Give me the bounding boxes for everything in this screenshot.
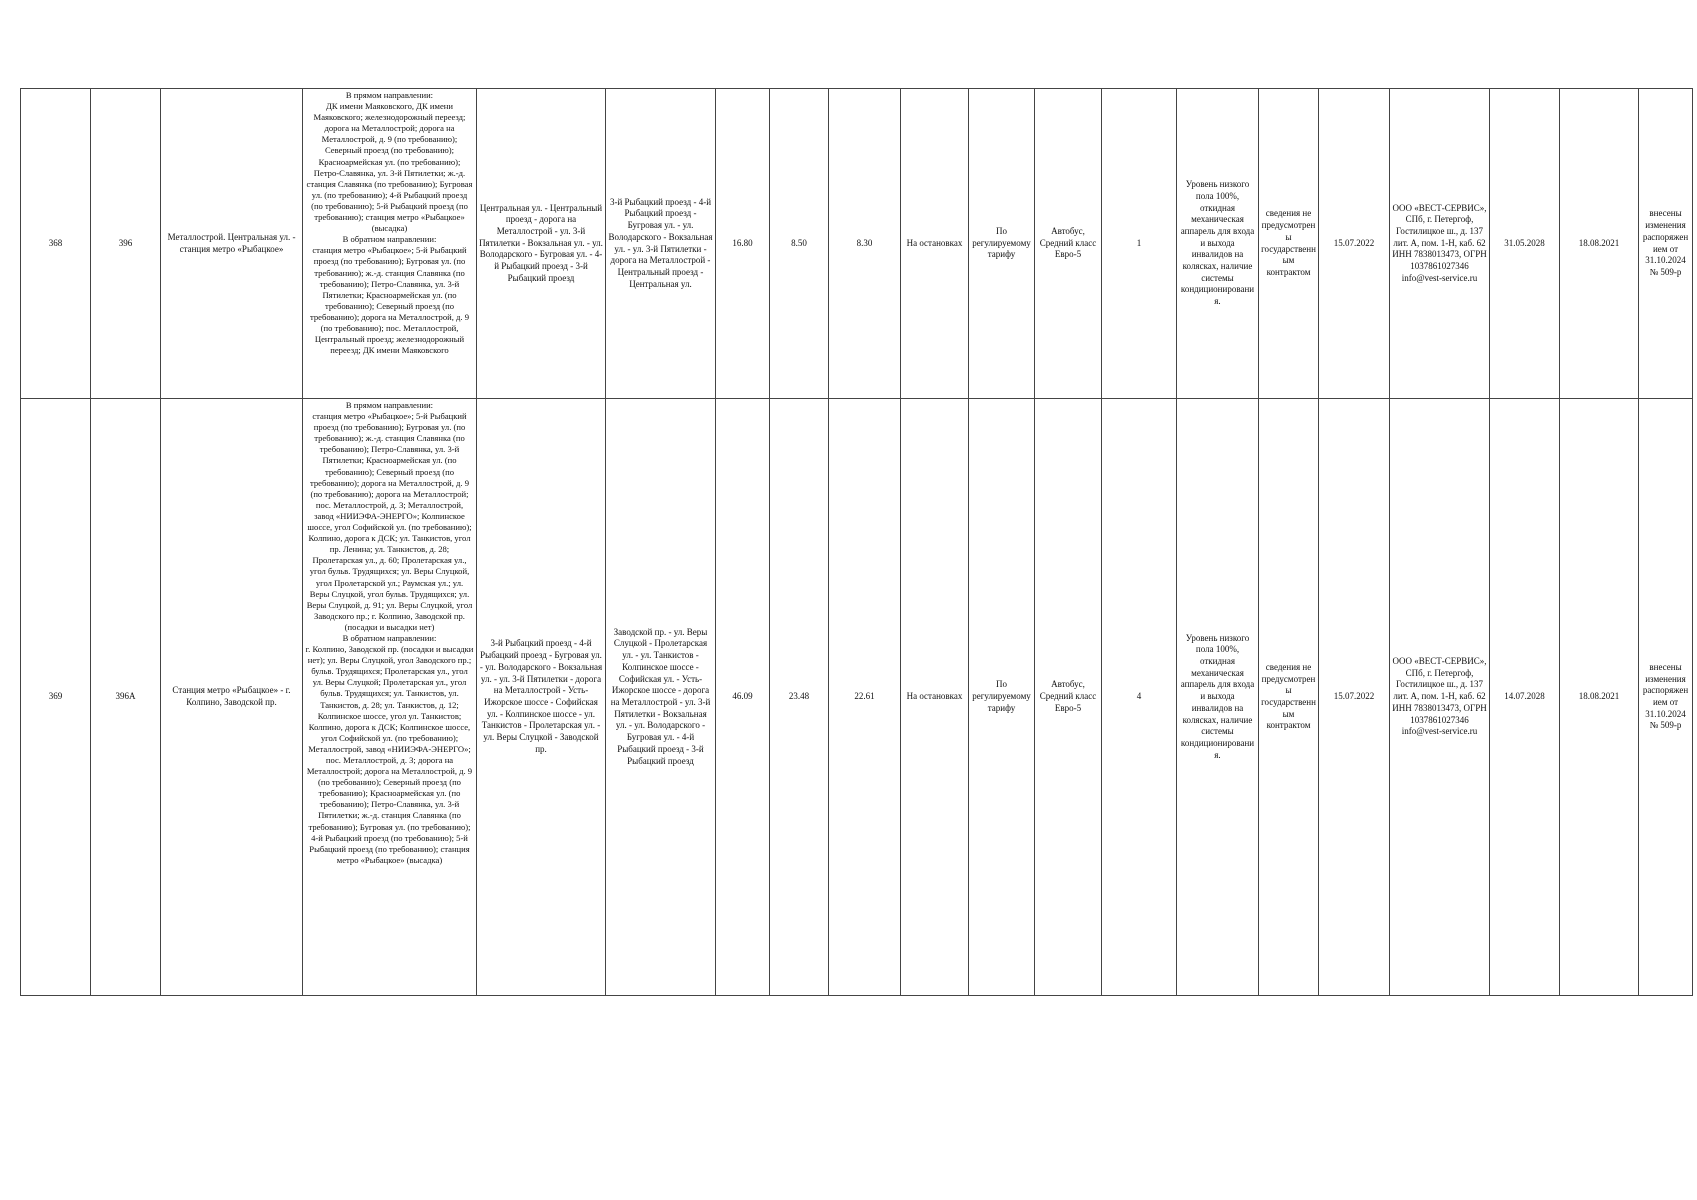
routes-register-table	[20, 88, 1693, 996]
length-total-cell: 16.80	[716, 89, 770, 399]
streets-backward-cell: Заводской пр. - ул. Веры Слуцкой - Пролетарская ул. - ул. Танкистов - Колпинское шоссе - Софийская ул. - Усть-Ижорское шоссе - дорога на Металлострой - ул. 3-й Пятилетки - Вокзальная ул. - ул. Володарского - Бугровая ул. - 4-й Рыбацкий проезд - 3-й Рыбацкий проезд	[606, 399, 716, 996]
stops-backward-label: В обратном направлении:	[342, 632, 437, 643]
registered-date-cell: 18.08.2021	[1560, 89, 1639, 399]
route-number-cell: 396А	[91, 399, 161, 996]
stops-forward-text: станция метро «Рыбацкое»; 5-й Рыбацкий проезд (по требованию); Бугровая ул. (по требованию); ж.-д. станция Славянка (по требованию); Петро-Славянка, ул. 3-й Пятилетки; Красноармейская ул. (по требованию); Северный проезд (по требованию); дорога на Металлострой, д. 9 (по требованию); дорога на Металлострой; пос. Металлострой, д. 3; Металлострой, завод «НИИЭФА-ЭНЕРГО»; Колпинское шоссе, угол Софийской ул. (по требованию); Колпино, дорога к ДСК; ул. Танкистов, угол пр. Ленина; ул. Танкистов, д. 28; Пролетарская ул., д. 60; Пролетарская ул., угол бульв. Трудящихся; ул. Веры Слуцкой, угол Пролетарской ул.; Раумская ул.; ул. Веры Слуцкой, угол бульв. Трудящихся; ул. Веры Слуцкой, д. 91; ул. Веры Слуцкой, угол Заводского пр.; г. Колпино, Заводской пр. (посадки и высадки нет)	[306, 411, 473, 632]
stops-backward-text: г. Колпино, Заводской пр. (посадки и высадки нет); ул. Веры Слуцкой, угол Заводского пр.; бульв. Трудящихся; Пролетарская ул., угол ул. Веры Слуцкой; Пролетарская ул., угол бульв. Трудящихся; ул. Танкистов, ул. Танкистов, д. 28; ул. Танкистов, д. 12; Колпинское шоссе, угол ул. Танкистов; Колпино, дорога к ДСК; Колпинское шоссе, угол Софийской ул. (по требованию); Металлострой, завод «НИИЭФА-ЭНЕРГО»; пос. Металлострой, д. 3; дорога на Металлострой; дорога на Металлострой, д. 9 (по требованию); Северный проезд (по требованию); Красноармейская ул. (по требованию); Петро-Славянка, ул. 3-й Пятилетки; ж.-д. станция Славянка (по требованию); Бугровая ул. (по требованию); 4-й Рыбацкий проезд (по требованию); 5-й Рыбацкий проезд (по требованию); станция метро «Рыбацкое» (высадка)	[305, 644, 474, 865]
vehicle-cell: Автобус, Средний класс Евро-5	[1035, 399, 1102, 996]
stops-backward-label: В обратном направлении:	[342, 234, 437, 245]
characteristics-cell: Уровень низкого пола 100%, откидная механическая аппарель для входа и выхода инвалидов на колясках, наличие системы кондиционирования.	[1177, 89, 1259, 399]
stop-order-cell: На остановках	[901, 399, 969, 996]
length-backward-cell: 22.61	[829, 399, 901, 996]
reg-number-cell: 368	[21, 89, 91, 399]
table-row	[21, 89, 1693, 399]
length-forward-cell: 8.50	[770, 89, 829, 399]
length-forward-cell: 23.48	[770, 399, 829, 996]
stops-cell	[303, 89, 477, 399]
note-cell: внесены изменения распоряжением от 31.10.2024 № 509-р	[1639, 89, 1693, 399]
length-backward-cell: 8.30	[829, 89, 901, 399]
start-date-cell: 15.07.2022	[1319, 399, 1390, 996]
tariff-cell: По регулируемому тарифу	[969, 89, 1035, 399]
route-name-cell: Станция метро «Рыбацкое» - г. Колпино, Заводской пр.	[161, 399, 303, 996]
route-number-cell: 396	[91, 89, 161, 399]
contract-info-cell: сведения не предусмотрены государственным контрактом	[1259, 399, 1319, 996]
streets-forward-cell: Центральная ул. - Центральный проезд - дорога на Металлострой - ул. 3-й Пятилетки - Вокзальная ул. - ул. Володарского - Бугровая ул. - 4-й Рыбацкий проезд - 3-й Рыбацкий проезд	[477, 89, 606, 399]
stops-cell	[303, 399, 477, 996]
contract-info-cell: сведения не предусмотрены государственным контрактом	[1259, 89, 1319, 399]
stop-order-cell: На остановках	[901, 89, 969, 399]
vehicle-count-cell: 1	[1102, 89, 1177, 399]
route-name-cell: Металлострой. Центральная ул. - станция метро «Рыбацкое»	[161, 89, 303, 399]
table-row	[21, 399, 1693, 996]
vehicle-cell: Автобус, Средний класс Евро-5	[1035, 89, 1102, 399]
streets-forward-cell: 3-й Рыбацкий проезд - 4-й Рыбацкий проезд - Бугровая ул. - ул. Володарского - Вокзальная ул. - ул. 3-й Пятилетки - дорога на Металлострой - Усть-Ижорское шоссе - Софийская ул. - Колпинское шоссе - ул. Танкистов - Пролетарская ул. - ул. Веры Слуцкой - Заводской пр.	[477, 399, 606, 996]
registered-date-cell: 18.08.2021	[1560, 399, 1639, 996]
stops-forward-label: В прямом направлении:	[345, 90, 434, 100]
carrier-cell: ООО «ВЕСТ-СЕРВИС», СПб, г. Петергоф, Гостилицкое ш., д. 137 лит. А, пом. 1-Н, каб. 62 ИНН 7838013473, ОГРН 1037861027346 info@vest-service.ru	[1390, 399, 1490, 996]
characteristics-cell: Уровень низкого пола 100%, откидная механическая аппарель для входа и выхода инвалидов на колясках, наличие системы кондиционирования.	[1177, 399, 1259, 996]
start-date-cell: 15.07.2022	[1319, 89, 1390, 399]
tariff-cell: По регулируемому тарифу	[969, 399, 1035, 996]
vehicle-count-cell: 4	[1102, 399, 1177, 996]
contract-end-cell: 31.05.2028	[1490, 89, 1560, 399]
note-cell: внесены изменения распоряжением от 31.10.2024 № 509-р	[1639, 399, 1693, 996]
reg-number-cell: 369	[21, 399, 91, 996]
streets-backward-cell: 3-й Рыбацкий проезд - 4-й Рыбацкий проезд - Бугровая ул. - ул. Володарского - Вокзальная ул. - ул. 3-й Пятилетки - дорога на Металлострой - Центральный проезд - Центральная ул.	[606, 89, 716, 399]
stops-forward-text: ДК имени Маяковского, ДК имени Маяковского; железнодорожный переезд; дорога на Металлострой; дорога на Металлострой, д. 9 (по требованию); Северный проезд (по требованию); Красноармейская ул. (по требованию); Петро-Славянка, ул. 3-й Пятилетки; ж.-д. станция Славянка (по требованию); Бугровая ул. (по требованию); 4-й Рыбацкий проезд (по требованию); 5-й Рыбацкий проезд (по требованию); станция метро «Рыбацкое» (высадка)	[306, 101, 473, 234]
length-total-cell: 46.09	[716, 399, 770, 996]
carrier-cell: ООО «ВЕСТ-СЕРВИС», СПб, г. Петергоф, Гостилицкое ш., д. 137 лит. А, пом. 1-Н, каб. 62 ИНН 7838013473, ОГРН 1037861027346 info@vest-service.ru	[1390, 89, 1490, 399]
contract-end-cell: 14.07.2028	[1490, 399, 1560, 996]
stops-forward-label: В прямом направлении:	[345, 400, 434, 410]
stops-backward-text: станция метро «Рыбацкое»; 5-й Рыбацкий проезд (по требованию); Бугровая ул. (по требованию); ж.-д. станция Славянка (по требованию); Петро-Славянка, ул. 3-й Пятилетки; Красноармейская ул. (по требованию); Северный проезд (по требованию); дорога на Металлострой, д. 9 (по требованию); пос. Металлострой, Центральный проезд; железнодорожный переезд; ДК имени Маяковского	[309, 245, 470, 356]
